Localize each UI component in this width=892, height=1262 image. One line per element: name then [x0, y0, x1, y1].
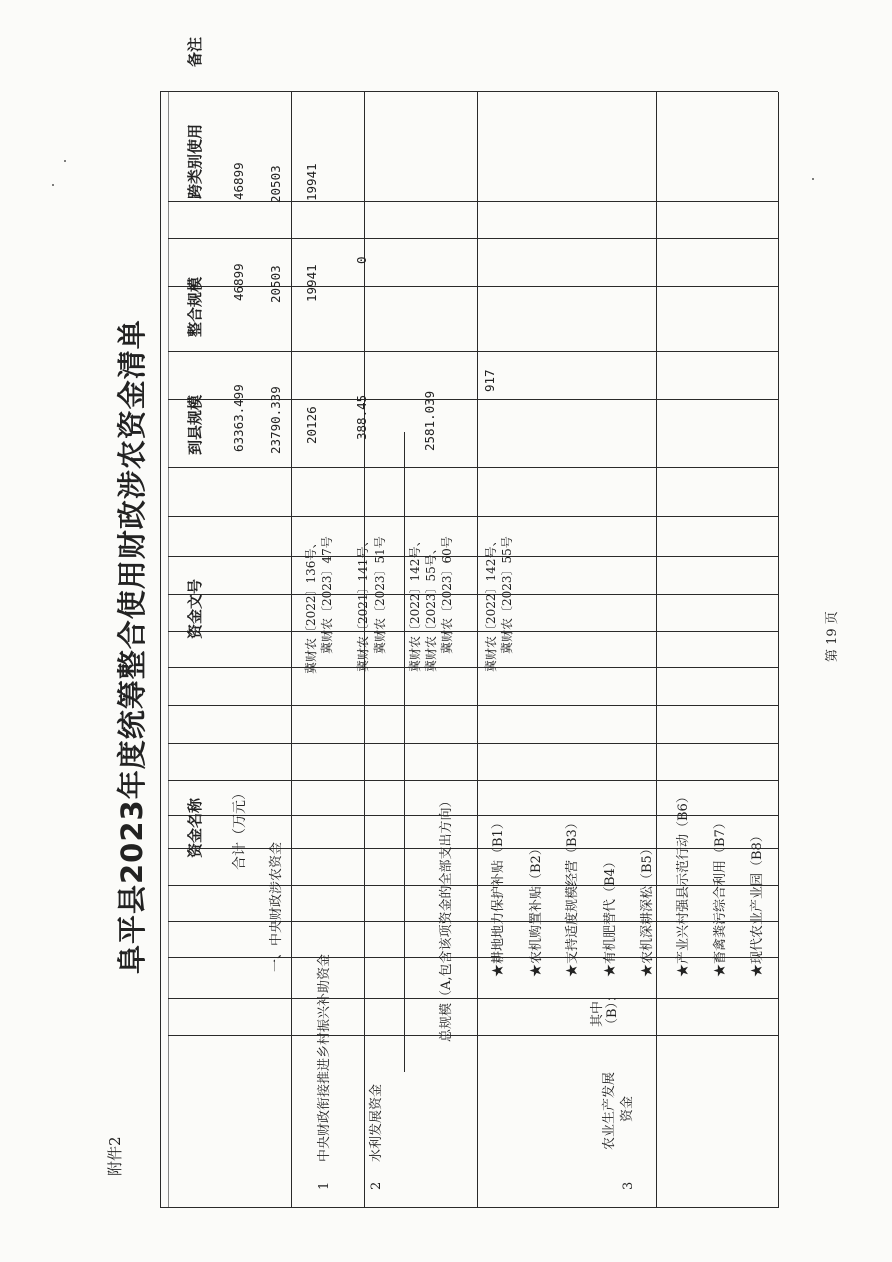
header-cross: 跨类别使用: [186, 123, 204, 199]
row-1-cross: 19941: [304, 163, 319, 201]
total-integrated: 46899: [231, 263, 246, 301]
row-1-no: 1: [317, 1181, 332, 1190]
page-footer: 第 19 页: [825, 611, 840, 662]
total-label: 合计（万元）: [232, 786, 248, 870]
row-1-integrated: 19941: [304, 264, 319, 302]
header-doc: 资金文号: [186, 578, 204, 639]
central-label: 一、中央财政涉农资金: [269, 841, 284, 972]
row-2-label: 水利发展资金: [369, 1083, 384, 1162]
total-county: 63363.499: [231, 384, 246, 452]
qizhong-label: 其中（B）：: [590, 988, 620, 1031]
row-3-total-doc2: 冀财农〔2023〕55号、: [424, 542, 438, 672]
row-3-label-line2: 资金: [620, 1095, 635, 1122]
central-integrated: 20503: [268, 265, 283, 303]
row-1-label: 中央财政衔接推进乡村振兴补助资金: [317, 953, 332, 1162]
b5-label: ★农机深耕深松（B5）: [640, 842, 655, 977]
header-county: 到县规模: [186, 394, 204, 455]
central-cross: 20503: [268, 165, 283, 203]
row-1-doc2: 冀财农〔2023〕47号: [320, 536, 334, 654]
page-title: 阜平县2023年度统筹整合使用财政涉农资金清单: [115, 319, 149, 974]
b7-label: ★畜禽粪污综合利用（B7）: [713, 816, 728, 977]
row-3-total-county: 2581.039: [422, 390, 437, 451]
row-1-county: 20126: [304, 406, 319, 444]
total-cross: 46899: [231, 162, 246, 200]
central-county: 23790.339: [268, 386, 283, 454]
b4-label: ★有机肥替代（B4）: [603, 855, 618, 977]
row-3-label-line1: 农业生产发展: [602, 1071, 617, 1150]
row-3-no: 3: [621, 1181, 636, 1190]
row-2-doc2: 冀财农〔2023〕51号: [373, 536, 387, 654]
row-1-doc1: 冀财农〔2022〕136号、: [304, 536, 318, 674]
attachment-label: 附件2: [106, 1136, 124, 1176]
b3-label: ★支持适度规模经营（B3）: [565, 816, 580, 977]
b1-doc2: 冀财农〔2023〕55号: [500, 536, 514, 654]
b6-label: ★产业兴村强县示范行动（B6）: [676, 790, 691, 977]
row-2-doc1: 冀财农〔2021〕141号、: [356, 534, 370, 672]
row-3-total-label: 总规模（A,包含该项资金的全部支出方向）: [439, 794, 454, 1042]
b1-label: ★耕地地力保护补贴（B1）: [491, 816, 506, 977]
row-3-total-doc1: 冀财农〔2022〕142号、: [408, 534, 422, 672]
b8-label: ★现代农业产业园（B8）: [750, 829, 765, 977]
header-remark: 备注: [186, 36, 204, 67]
row-2-county: 388.45: [354, 394, 369, 440]
row-3-total-doc3: 冀财农〔2023〕60号: [440, 536, 454, 654]
header-name: 资金名称: [186, 797, 204, 858]
row-2-no: 2: [369, 1181, 384, 1190]
header-integrated: 整合规模: [186, 276, 204, 337]
row-2-integrated: 0: [354, 256, 369, 264]
b2-label: ★农机购置补贴（B2）: [529, 842, 544, 977]
b1-doc1: 冀财农〔2022〕142号、: [484, 534, 498, 672]
b1-county: 917: [482, 369, 497, 392]
